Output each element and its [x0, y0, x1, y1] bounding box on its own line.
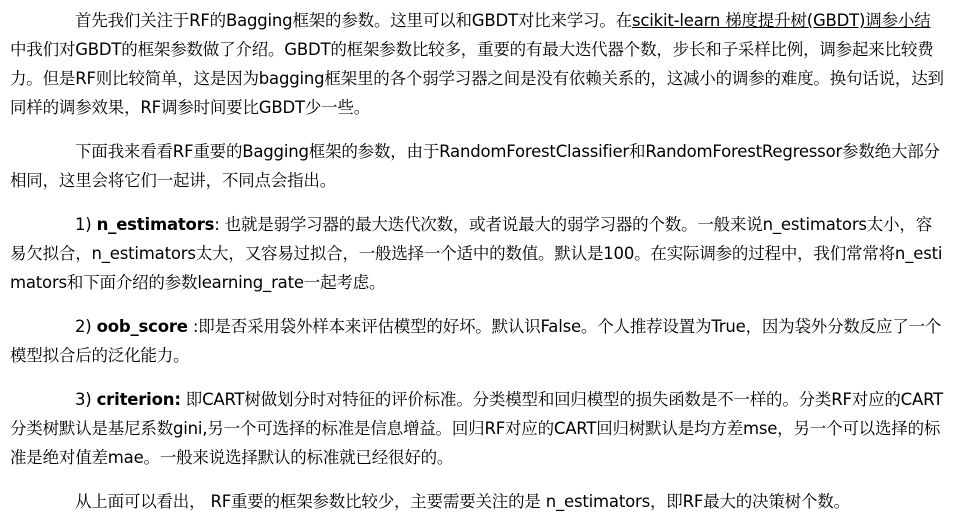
bagging-overview-text: 下面我来看看RF重要的Bagging框架的参数，由于RandomForestClassifier和RandomForestRegressor参数绝大部分相同，这里会将它们一起讲，不同点会指出。	[10, 142, 940, 190]
paragraph-intro	[10, 6, 945, 122]
conclusion-text: 从上面可以看出， RF重要的框架参数比较少，主要需要关注的是 n_estimators，即RF最大的决策树个数。	[75, 492, 850, 511]
paragraph-bagging-overview	[10, 137, 945, 195]
paragraph-criterion	[10, 385, 945, 472]
paragraph-n-estimators	[10, 210, 945, 297]
intro-text-before: 首先我们关注于RF的Bagging框架的参数。这里可以和GBDT对比来学习。在	[75, 11, 632, 30]
criterion-text: 即CART树做划分时对特征的评价标准。分类模型和回归模型的损失函数是不一样的。分类RF对应的CART分类树默认是基尼系数gini,另一个可选择的标准是信息增益。回归RF对应的CART回归树默认是均方差mse，另一个可以选择的标准是绝对值差mae。一般来说选择默认的标准就已经很好的。	[10, 390, 944, 467]
oob-score-number: 2)	[75, 317, 97, 336]
criterion-number: 3)	[75, 390, 97, 409]
article-body	[10, 0, 945, 516]
oob-score-text: :即是否采用袋外样本来评估模型的好坏。默认识False。个人推荐设置为True，因为袋外分数反应了一个模型拟合后的泛化能力。	[10, 317, 942, 365]
oob-score-term: oob_score	[96, 317, 188, 336]
paragraph-conclusion	[10, 487, 945, 516]
paragraph-oob-score	[10, 312, 945, 370]
n-estimators-text: : 也就是弱学习器的最大迭代次数，或者说最大的弱学习器的个数。一般来说n_estimators太小，容易欠拟合，n_estimators太大，又容易过拟合，一般选择一个适中的数值。默认是100。在实际调参的过程中，我们常常将n_estimators和下面介绍的参数learning_rate一起考虑。	[10, 215, 943, 292]
intro-text-after: 中我们对GBDT的框架参数做了介绍。GBDT的框架参数比较多，重要的有最大迭代器个数，步长和子采样比例，调参起来比较费力。但是RF则比较简单，这是因为bagging框架里的各个弱学习器之间是没有依赖关系的，这减小的调参的难度。换句话说，达到同样的调参效果，RF调参时间要比GBDT少一些。	[10, 40, 944, 117]
n-estimators-term: n_estimators	[96, 215, 215, 234]
n-estimators-number: 1)	[75, 215, 97, 234]
criterion-term: criterion:	[96, 390, 181, 409]
gbdt-tuning-link[interactable]: scikit-learn 梯度提升树(GBDT)调参小结	[631, 11, 931, 30]
